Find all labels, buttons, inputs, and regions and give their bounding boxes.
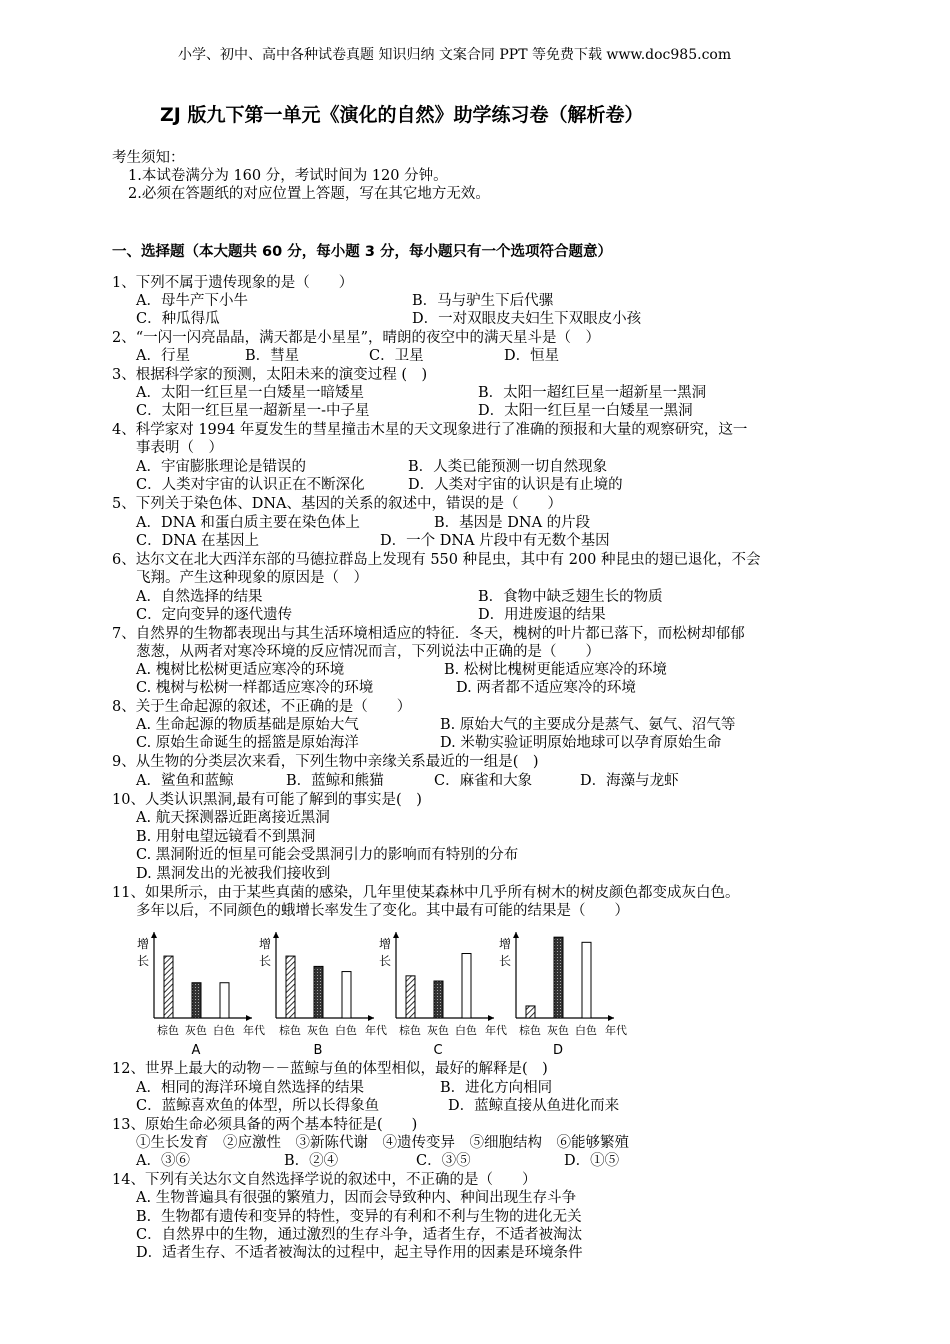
tick-label: 白色 [335,1024,357,1037]
option: B．进化方向相同 [440,1080,553,1096]
growth-chart-a [134,926,265,1064]
bar [342,972,351,1018]
option: B．食物中缺乏翅生长的物质 [478,589,663,605]
question-stem: 多年以后，不同颜色的蛾增长率发生了变化。其中最有可能的结果是（ ） [136,903,629,919]
option: D. 黑洞发出的光被我们接收到 [136,866,331,882]
page-header: 小学、初中、高中各种试卷真题 知识归纳 文案合同 PPT 等免费下载 www.doc985.com [178,47,732,63]
tick-label: 棕色 [519,1024,541,1037]
y-axis-arrow-icon [273,932,279,938]
option: D. 两者都不适应寒冷的环境 [456,680,636,696]
section-heading: 一、选择题（本大题共 60 分，每小题 3 分，每小题只有一个选项符合题意） [112,244,612,260]
option: D．一个 DNA 片段中有无数个基因 [380,533,610,549]
option: A．DNA 和蛋白质主要在染色体上 [136,515,360,531]
option: B．彗星 [245,348,300,364]
option: D．蓝鲸直接从鱼进化而来 [448,1098,620,1114]
option: D．人类对宇宙的认识是有止境的 [408,477,623,493]
bar [314,966,323,1018]
tick-label: 灰色 [185,1024,207,1037]
question-stem: 飞翔。产生这种现象的原因是（ ） [136,570,368,586]
option: C．自然界中的生物，通过激烈的生存斗争，适者生存，不适者被淘汰 [136,1227,583,1243]
question-stem: 10、人类认识黑洞,最有可能了解到的事实是( ) [112,792,422,808]
question-stem: 9、从生物的分类层次来看，下列生物中亲缘关系最近的一组是( ) [112,754,539,770]
question-stem: 8、关于生命起源的叙述，不正确的是（ ） [112,699,412,715]
option-list: ①生长发育 ②应激性 ③新陈代谢 ④遗传变异 ⑤细胞结构 ⑥能够繁殖 [136,1135,629,1151]
option: D．海藻与龙虾 [580,773,679,789]
bar [526,1006,535,1018]
option: B．②④ [284,1153,339,1169]
x-axis-label: 年代 [365,1024,387,1037]
option: C．人类对宇宙的认识正在不断深化 [136,477,365,493]
question-stem: 13、原始生命必须具备的两个基本特征是( ) [112,1117,418,1133]
option: B. 松树比槐树更能适应寒冷的环境 [444,662,667,678]
option: B．马与驴生下后代骡 [412,293,554,309]
tick-label: 灰色 [307,1024,329,1037]
bar [192,983,201,1018]
option: A. 航天探测器近距离接近黑洞 [136,810,330,826]
tick-label: 棕色 [279,1024,301,1037]
y-axis-arrow-icon [513,932,519,938]
question-stem: 事表明（ ） [136,440,223,456]
option: A．自然选择的结果 [136,589,263,605]
y-axis-arrow-icon [393,932,399,938]
option: A. 槐树比松树更适应寒冷的环境 [136,662,345,678]
option: B. 原始大气的主要成分是蒸气、氨气、沼气等 [440,717,736,733]
x-axis-label: 年代 [605,1024,627,1037]
question-stem: 7、自然界的生物都表现出与其生活环境相适应的特征．冬天，槐树的叶片都已落下，而松树却郁郁 [112,626,745,642]
option: D．一对双眼皮夫妇生下双眼皮小孩 [412,311,642,327]
option: C．③⑤ [416,1153,471,1169]
x-axis-label: 年代 [485,1024,507,1037]
option: C. 槐树与松树一样都适应寒冷的环境 [136,680,374,696]
y-axis-label: 增长 [498,937,512,968]
option: A．宇宙膨胀理论是错误的 [136,459,306,475]
growth-chart-b [256,926,387,1064]
growth-chart-d [496,926,626,1064]
question-stem: 12、世界上最大的动物－－蓝鲸与鱼的体型相似，最好的解释是( ) [112,1061,548,1077]
option: A．鲨鱼和蓝鲸 [136,773,234,789]
option: D．适者生存、不适者被淘汰的过程中，起主导作用的因素是环境条件 [136,1245,583,1261]
option: D．用进废退的结果 [478,607,606,623]
tick-label: 白色 [575,1024,597,1037]
option: C．麻雀和大象 [434,773,533,789]
question-stem: 5、下列关于染色体、DNA、基因的关系的叙述中，错误的是（ ） [112,496,563,512]
tick-label: 棕色 [157,1024,179,1037]
y-axis-arrow-icon [151,932,157,938]
tick-label: 白色 [213,1024,235,1037]
option: A. 生命起源的物质基础是原始大气 [136,717,359,733]
bar [220,983,229,1018]
bar [164,956,173,1018]
bar [462,954,471,1019]
x-axis-arrow-icon [246,1015,252,1021]
option: A．相同的海洋环境自然选择的结果 [136,1080,364,1096]
chart-option-label: C [433,1043,443,1058]
notice-item: 1.本试卷满分为 160 分，考试时间为 120 分钟。 [128,168,448,184]
question-stem: 14、下列有关达尔文自然选择学说的叙述中，不正确的是（ ） [112,1172,537,1188]
chart-option-label: D [552,1043,564,1058]
question-stem: 11、如果所示，由于某些真菌的感染，几年里使某森林中几乎所有树木的树皮颜色都变成灰白色。 [112,885,740,901]
tick-label: 灰色 [427,1024,449,1037]
option: A．③⑥ [136,1153,190,1169]
question-stem: 3、根据科学家的预测，太阳未来的演变过程 ( ) [112,367,428,383]
bar [286,956,295,1018]
option: C．卫星 [369,348,424,364]
option: B．生物都有遗传和变异的特性，变异的有利和不利与生物的进化无关 [136,1209,582,1225]
option: C. 黑洞附近的恒星可能会受黑洞引力的影响而有特别的分布 [136,847,519,863]
y-axis-label: 增长 [136,937,150,968]
option: B. 用射电望远镜看不到黑洞 [136,829,316,845]
question-stem: 1、下列不属于遗传现象的是（ ） [112,275,354,291]
option: B．基因是 DNA 的片段 [434,515,591,531]
x-axis-label: 年代 [243,1024,265,1037]
option: A．母牛产下小牛 [136,293,248,309]
notice-heading: 考生须知： [112,150,185,166]
option: C. 原始生命诞生的摇篮是原始海洋 [136,735,359,751]
x-axis-arrow-icon [368,1015,374,1021]
option: B．太阳一超红巨星一超新星一黑洞 [478,385,707,401]
option: D．恒星 [504,348,560,364]
bar [554,937,563,1018]
bar [434,981,443,1018]
x-axis-arrow-icon [608,1015,614,1021]
y-axis-label: 增长 [258,937,272,968]
option: A. 生物普遍具有很强的繁殖力，因而会导致种内、种间出现生存斗争 [136,1190,577,1206]
tick-label: 灰色 [547,1024,569,1037]
option: B．人类已能预测一切自然现象 [408,459,608,475]
question-stem: 葱葱，从两者对寒冷环境的反应情况而言，下列说法中正确的是（ ） [136,644,600,660]
option: C．种瓜得瓜 [136,311,220,327]
option: C．DNA 在基因上 [136,533,259,549]
bar [582,942,591,1018]
option: D. 米勒实验证明原始地球可以孕育原始生命 [440,735,722,751]
option: D．太阳一红巨星一白矮星一黑洞 [478,403,693,419]
page-title: ZJ 版九下第一单元《演化的自然》助学练习卷（解析卷） [160,104,644,126]
option: A．太阳一红巨星一白矮星一暗矮星 [136,385,364,401]
question-stem: 4、科学家对 1994 年夏发生的彗星撞击木星的天文现象进行了准确的预报和大量的观察研究，这一 [112,422,748,438]
y-axis-label: 增长 [378,937,392,968]
notice-item: 2.必须在答题纸的对应位置上答题，写在其它地方无效。 [128,186,490,202]
question-stem: 6、达尔文在北大西洋东部的马德拉群岛上发现有 550 种昆虫，其中有 200 种昆虫的翅已退化，不会 [112,552,761,568]
option: C．太阳一红巨星一超新星一-中子星 [136,403,370,419]
option: C．蓝鲸喜欢鱼的体型，所以长得象鱼 [136,1098,380,1114]
option: B．蓝鲸和熊猫 [286,773,384,789]
growth-chart-c [376,926,507,1064]
chart-option-label: A [191,1043,201,1058]
chart-option-label: B [313,1043,323,1058]
option: D．①⑤ [564,1153,620,1169]
tick-label: 白色 [455,1024,477,1037]
x-axis-arrow-icon [488,1015,494,1021]
option: C．定向变异的逐代遗传 [136,607,293,623]
question-stem: 2、“一闪一闪亮晶晶，满天都是小星星”，晴朗的夜空中的满天星斗是（ ） [112,330,601,346]
option: A．行星 [136,348,190,364]
bar [406,976,415,1018]
tick-label: 棕色 [399,1024,421,1037]
